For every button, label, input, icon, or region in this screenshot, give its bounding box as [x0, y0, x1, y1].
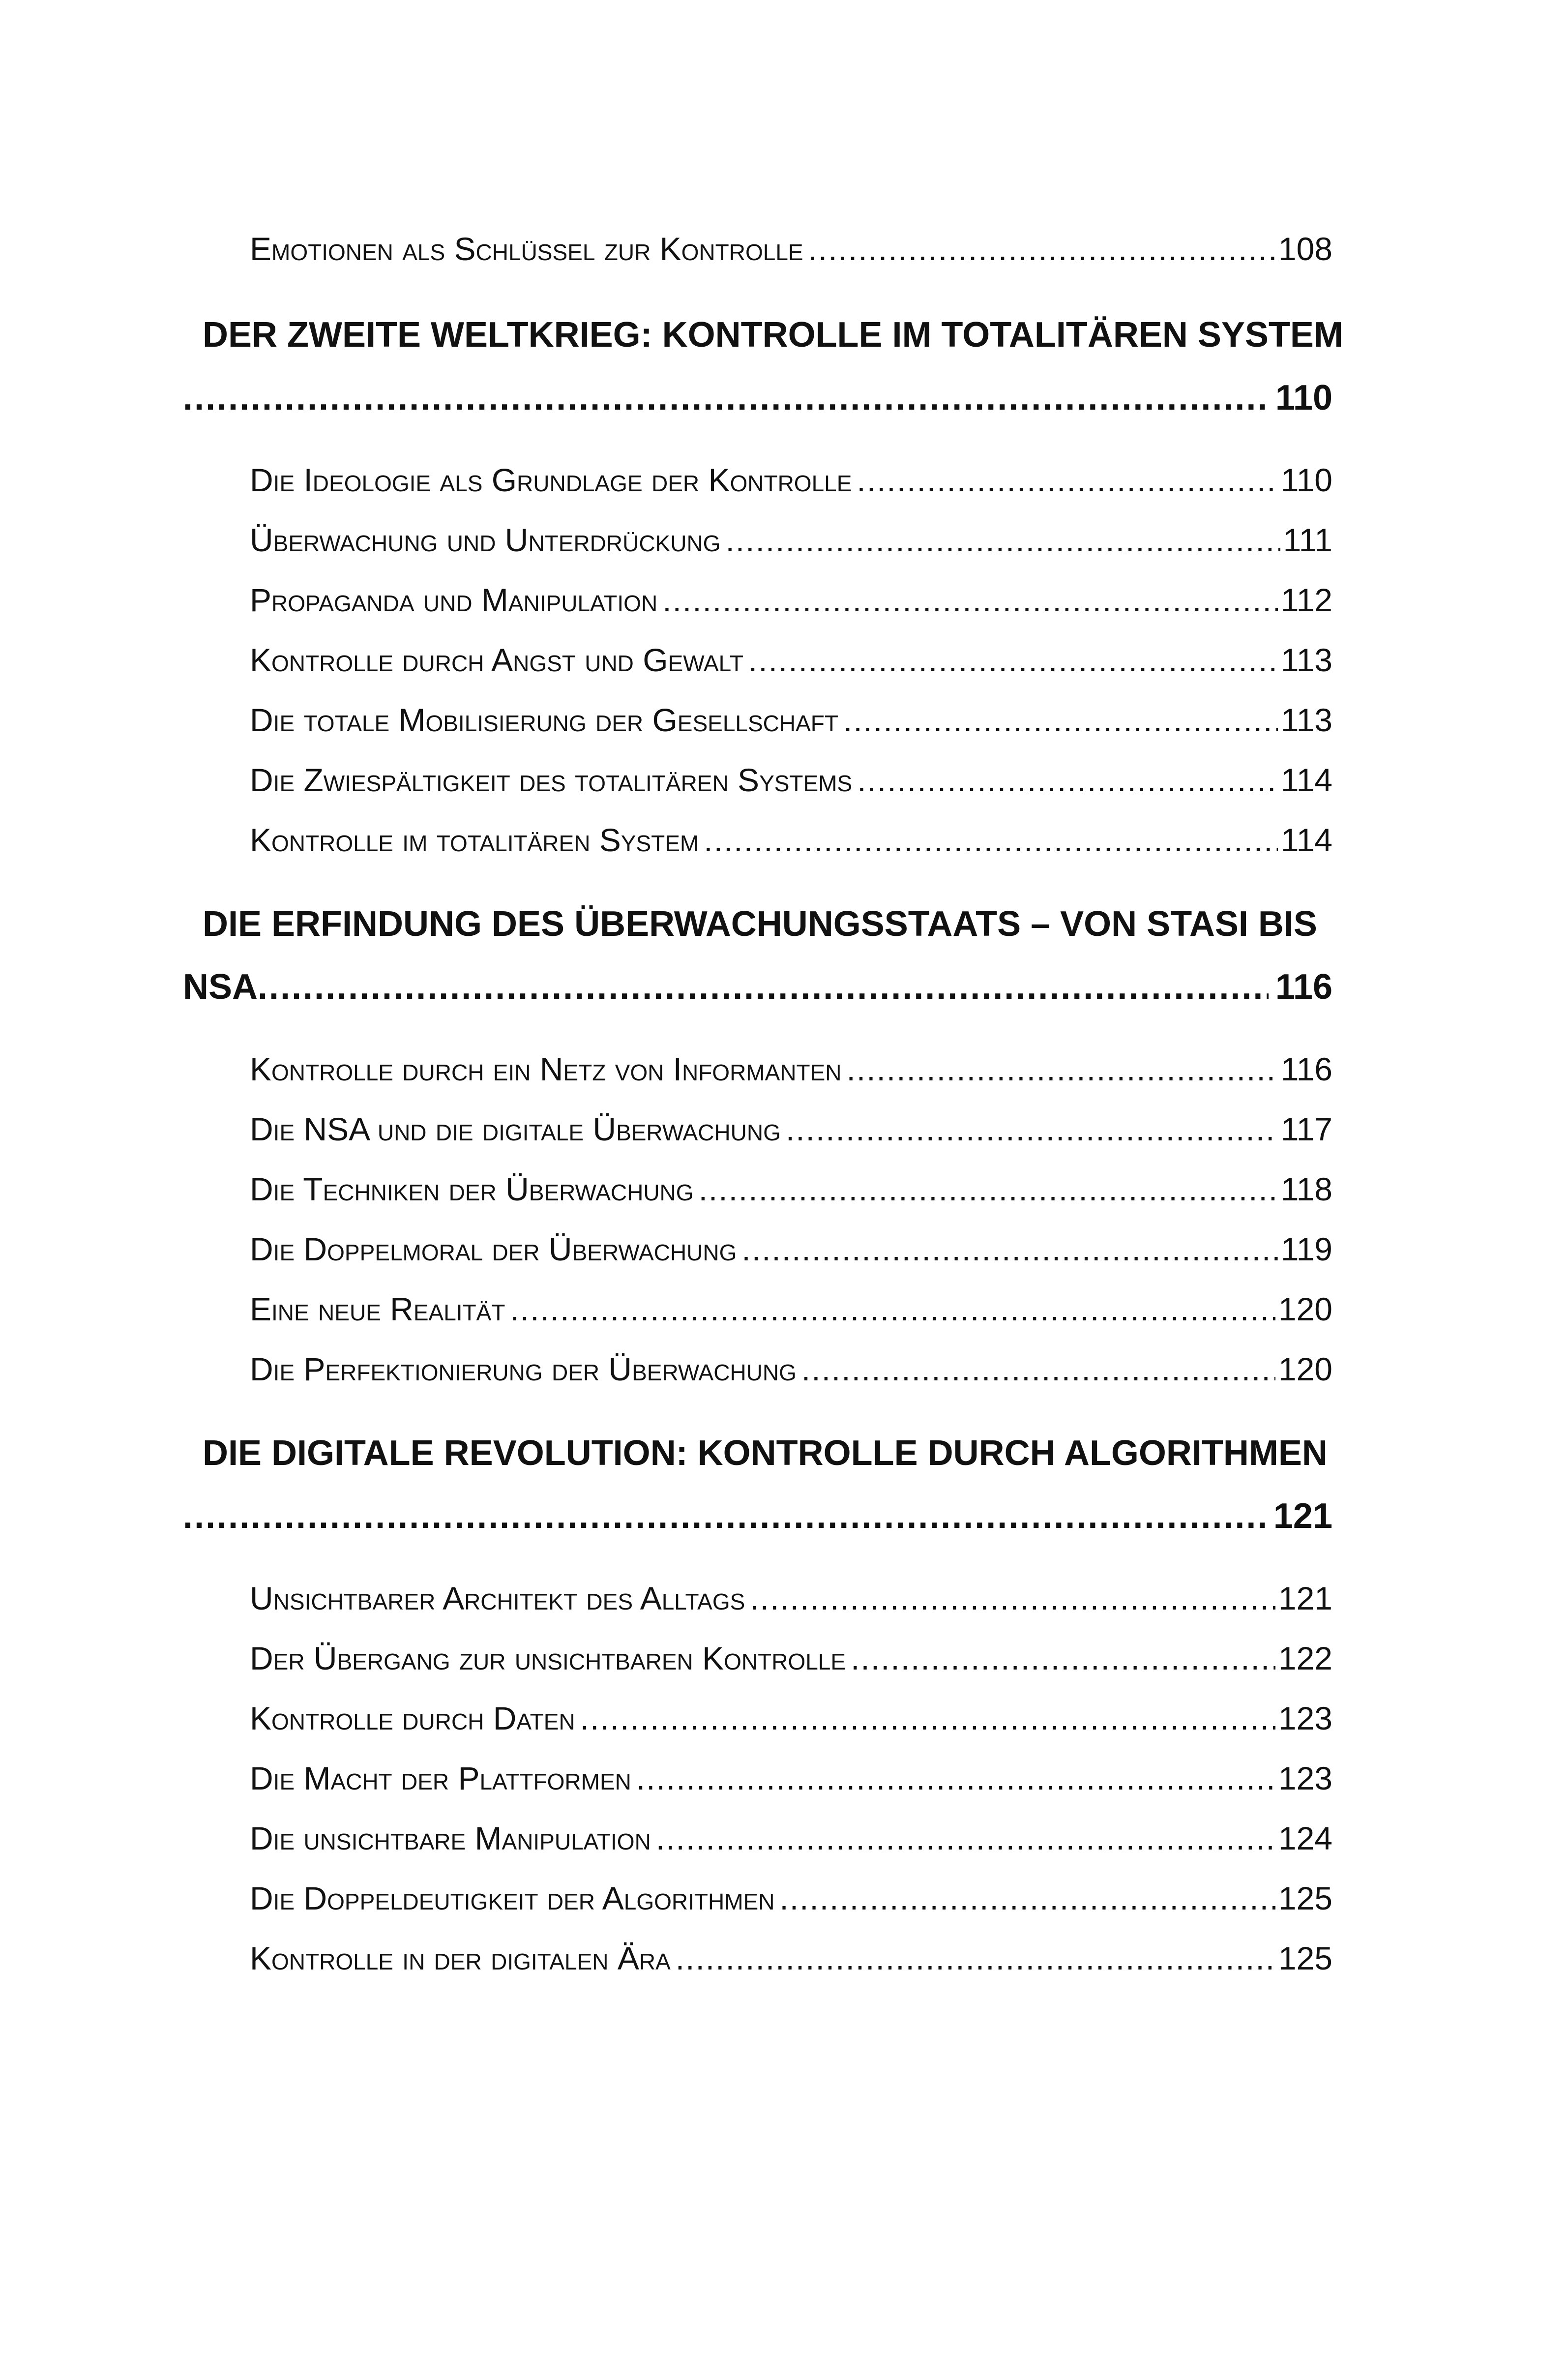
dot-leader [743, 641, 1278, 679]
toc-entry-page: 112 [1280, 582, 1332, 618]
dot-leader [671, 1940, 1275, 1977]
toc-entry[interactable] [250, 1050, 1332, 1088]
toc-entry-page: 110 [1280, 462, 1332, 498]
toc-entry-title: Der Übergang zur unsichtbaren Kontrolle [250, 1640, 846, 1676]
toc-entry[interactable] [250, 230, 1332, 268]
toc-entry-page: 120 [1278, 1351, 1332, 1387]
toc-entry-page: 122 [1278, 1640, 1332, 1676]
toc-entry-page: 125 [1278, 1880, 1332, 1916]
chapter-heading[interactable]: DER ZWEITE WELTKRIEG: KONTROLLE IM TOTALITÄREN SYSTEM [203, 315, 1343, 355]
toc-entry-title: Die NSA und die digitale Überwachung [250, 1111, 781, 1147]
toc-entry-page: 114 [1280, 822, 1332, 858]
toc-entry-page: 120 [1278, 1291, 1332, 1327]
dot-leader [852, 761, 1278, 799]
dot-leader [852, 461, 1277, 499]
toc-entry-title: Die Zwiespältigkeit des totalitären Systems [250, 762, 853, 798]
toc-entry-page: 108 [1278, 231, 1332, 267]
chapter-heading-line[interactable] [183, 1496, 1332, 1536]
dot-leader [183, 378, 1269, 418]
dot-leader [505, 1290, 1275, 1328]
dot-leader [720, 521, 1280, 559]
chapter-page: 110 [1275, 378, 1332, 418]
toc-entry-page: 117 [1280, 1111, 1332, 1147]
toc-entry-page: 123 [1278, 1700, 1332, 1736]
toc-entry-page: 113 [1280, 642, 1332, 678]
toc-entry-title: Die Ideologie als Grundlage der Kontrolle [250, 462, 852, 498]
chapter-heading-line[interactable] [183, 967, 1332, 1007]
dot-leader [575, 1700, 1275, 1737]
dot-leader [846, 1640, 1275, 1677]
dot-leader [651, 1820, 1275, 1857]
dot-leader [745, 1580, 1275, 1617]
toc-entry[interactable] [250, 1110, 1332, 1148]
toc-entry[interactable] [250, 521, 1332, 559]
toc-entry[interactable] [250, 761, 1332, 799]
toc-entry-title: Kontrolle in der digitalen Ära [250, 1940, 671, 1976]
toc-entry[interactable] [250, 581, 1332, 619]
toc-entry-page: 121 [1278, 1580, 1332, 1616]
toc-entry-title: Propaganda und Manipulation [250, 582, 658, 618]
toc-entry-page: 116 [1280, 1051, 1332, 1087]
toc-entry-title: Die Macht der Plattformen [250, 1760, 631, 1796]
toc-entry-title: Kontrolle durch ein Netz von Informanten [250, 1051, 842, 1087]
toc-entry[interactable] [250, 461, 1332, 499]
toc-entry[interactable] [250, 1880, 1332, 1917]
toc-entry[interactable] [250, 1350, 1332, 1388]
dot-leader [781, 1110, 1278, 1148]
dot-leader [803, 230, 1275, 268]
toc-entry[interactable] [250, 1820, 1332, 1857]
toc-entry[interactable] [250, 1290, 1332, 1328]
chapter-heading-continuation: NSA [183, 967, 258, 1007]
chapter-heading-line[interactable] [183, 378, 1332, 418]
toc-entry-page: 124 [1278, 1820, 1332, 1856]
dot-leader [699, 821, 1278, 859]
toc-entry-title: Kontrolle durch Daten [250, 1700, 575, 1736]
toc-entry-title: Die Doppeldeutigkeit der Algorithmen [250, 1880, 775, 1916]
toc-entry-page: 111 [1283, 522, 1332, 558]
toc-entry-page: 118 [1280, 1171, 1332, 1207]
toc-entry[interactable] [250, 701, 1332, 739]
toc-entry[interactable] [250, 1940, 1332, 1977]
toc-entry-title: Die Doppelmoral der Überwachung [250, 1231, 737, 1267]
toc-entry[interactable] [250, 1170, 1332, 1208]
toc-entry-page: 125 [1278, 1940, 1332, 1976]
dot-leader [737, 1230, 1277, 1268]
toc-entry-title: Überwachung und Unterdrückung [250, 522, 721, 558]
toc-entry-page: 114 [1280, 762, 1332, 798]
toc-entry[interactable] [250, 1230, 1332, 1268]
dot-leader [774, 1880, 1275, 1917]
dot-leader [183, 1496, 1267, 1536]
dot-leader [657, 581, 1278, 619]
dot-leader [694, 1170, 1278, 1208]
dot-leader [797, 1350, 1275, 1388]
toc-entry[interactable] [250, 821, 1332, 859]
toc-entry-page: 113 [1280, 702, 1332, 738]
toc-entry-title: Die totale Mobilisierung der Gesellschaft [250, 702, 838, 738]
toc-entry-page: 119 [1280, 1231, 1332, 1267]
toc-entry-title: Die Perfektionierung der Überwachung [250, 1351, 797, 1387]
toc-entry-title: Unsichtbarer Architekt des Alltags [250, 1580, 745, 1616]
dot-leader [258, 967, 1269, 1007]
toc-entry[interactable] [250, 1640, 1332, 1677]
chapter-page: 121 [1273, 1496, 1332, 1536]
chapter-page: 116 [1275, 967, 1332, 1007]
dot-leader [842, 1050, 1278, 1088]
dot-leader [838, 701, 1278, 739]
toc-entry-title: Eine neue Realität [250, 1291, 505, 1327]
toc-entry-title: Kontrolle durch Angst und Gewalt [250, 642, 743, 678]
toc-entry-page: 123 [1278, 1760, 1332, 1796]
toc-entry[interactable] [250, 641, 1332, 679]
chapter-heading[interactable]: DIE DIGITALE REVOLUTION: KONTROLLE DURCH ALGORITHMEN [203, 1433, 1328, 1473]
chapter-heading[interactable]: DIE ERFINDUNG DES ÜBERWACHUNGSSTAATS – VON STASI BIS [203, 904, 1317, 944]
dot-leader [631, 1760, 1275, 1797]
toc-entry[interactable] [250, 1580, 1332, 1617]
toc-entry[interactable] [250, 1760, 1332, 1797]
toc-entry-title: Emotionen als Schlüssel zur Kontrolle [250, 231, 803, 267]
toc-entry-title: Die Techniken der Überwachung [250, 1171, 694, 1207]
toc-entry-title: Die unsichtbare Manipulation [250, 1820, 651, 1856]
toc-entry-title: Kontrolle im totalitären System [250, 822, 699, 858]
toc-entry[interactable] [250, 1700, 1332, 1737]
